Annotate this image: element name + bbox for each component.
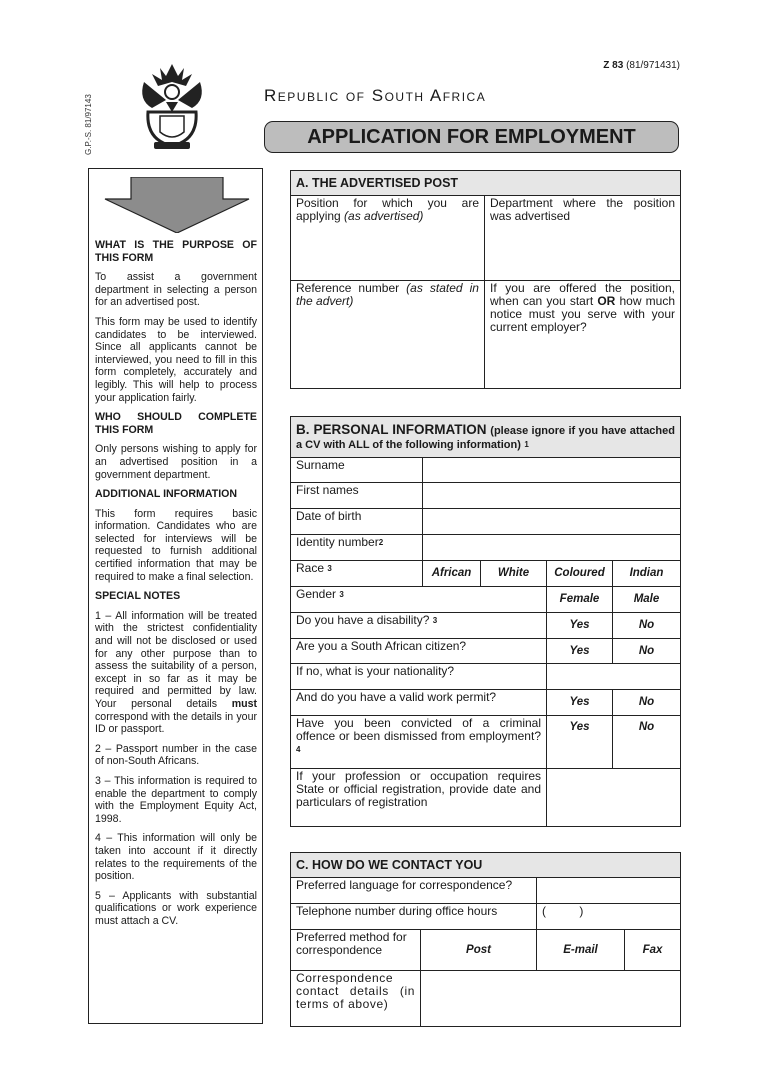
gps-code: G.P.-S. 81/97143	[84, 94, 93, 155]
section-b-personal-information	[290, 416, 681, 827]
gender-label: Gender $^3$	[291, 587, 547, 613]
contact-details-label: Correspondence contact details (in terms of above)	[291, 971, 421, 1027]
republic-heading: Republic of South Africa	[264, 86, 487, 105]
section-b-heading: B. PERSONAL INFORMATION (please ignore if you have attached a CV with ALL of the following information) $^1$	[291, 417, 681, 458]
additional-text: This form requires basic information. Candidates who are selected for interviews will be requested to furnish additional certified information that may be required to make a final selection.	[95, 507, 257, 583]
telephone-input[interactable]: ( )	[537, 904, 681, 930]
identity-label: Identity number$^2$	[291, 535, 423, 561]
disability-yes[interactable]: Yes	[547, 613, 613, 639]
nationality-input[interactable]	[547, 664, 681, 690]
coat-of-arms-emblem	[136, 60, 208, 152]
disability-label: Do you have a disability? $^3$	[291, 613, 547, 639]
work-permit-yes[interactable]: Yes	[547, 690, 613, 716]
method-label: Preferred method for correspondence	[291, 930, 421, 971]
identity-input[interactable]	[423, 535, 681, 561]
race-option-coloured[interactable]: Coloured	[547, 561, 613, 587]
note-3: 3 – This information is required to enable the department to comply with the Employment Equity Act, 1998.	[95, 774, 257, 825]
gender-option-female[interactable]: Female	[547, 587, 613, 613]
start-date-field[interactable]: If you are offered the position, when can you start OR how much notice must you serve with your current employer?	[485, 281, 681, 389]
notes-heading: SPECIAL NOTES	[95, 590, 181, 603]
purpose-text: To assist a government department in selecting a person for an advertised post.	[95, 271, 257, 309]
who-heading: WHO SHOULD COMPLETE THIS FORM	[95, 411, 257, 436]
surname-input[interactable]	[423, 458, 681, 483]
method-post[interactable]: Post	[421, 930, 537, 971]
citizen-label: Are you a South African citizen?	[291, 639, 547, 664]
department-field[interactable]: Department where the position was advertised	[485, 196, 681, 281]
section-a-advertised-post	[290, 170, 681, 389]
race-option-african[interactable]: African	[423, 561, 481, 587]
telephone-label: Telephone number during office hours	[291, 904, 537, 930]
additional-heading: ADDITIONAL INFORMATION	[95, 488, 238, 501]
citizen-no[interactable]: No	[613, 639, 681, 664]
language-input[interactable]	[537, 878, 681, 904]
first-names-input[interactable]	[423, 483, 681, 509]
method-fax[interactable]: Fax	[642, 943, 663, 956]
purpose-heading: WHAT IS THE PURPOSE OF THIS FORM	[95, 239, 257, 264]
down-arrow-icon	[97, 177, 257, 233]
instructions-sidebar	[88, 168, 263, 1024]
section-a-heading: A. THE ADVERTISED POST	[291, 171, 681, 196]
convicted-yes[interactable]: Yes	[547, 716, 613, 769]
language-label: Preferred language for correspondence?	[291, 878, 537, 904]
note-1: 1 – All information will be treated with the strictest confidentiality and will not be disclosed or used for any other purpose than to assess the suitability of a person, except in so far as it may be required and permitted by law. Your personal details must correspond with the details in your ID or passport.	[95, 609, 257, 736]
disability-no[interactable]: No	[613, 613, 681, 639]
method-email[interactable]: E-mail	[537, 930, 625, 970]
convicted-no[interactable]: No	[613, 716, 681, 769]
race-option-white[interactable]: White	[481, 561, 547, 587]
section-c-heading: C. HOW DO WE CONTACT YOU	[291, 853, 681, 878]
work-permit-label: And do you have a valid work permit?	[291, 690, 547, 716]
section-c-contact	[290, 852, 681, 1027]
contact-details-input[interactable]	[421, 971, 681, 1027]
reference-number-field[interactable]: Reference number (as stated in the advert)	[291, 281, 485, 389]
surname-label: Surname	[291, 458, 423, 483]
note-4: 4 – This information will only be taken into account if it directly relates to the requirements of the position.	[95, 832, 257, 883]
who-text: Only persons wishing to apply for an advertised position in a government department.	[95, 443, 257, 481]
convicted-label: Have you been convicted of a criminal offence or been dismissed from employment? $^4$	[291, 716, 547, 769]
gender-option-male[interactable]: Male	[613, 587, 681, 613]
work-permit-no[interactable]: No	[613, 690, 681, 716]
method-email-fax	[537, 930, 681, 971]
dob-label: Date of birth	[291, 509, 423, 535]
first-names-label: First names	[291, 483, 423, 509]
note-5: 5 – Applicants with substantial qualifications or work experience must attach a CV.	[95, 889, 257, 927]
race-label: Race $^3$	[291, 561, 423, 587]
nationality-label: If no, what is your nationality?	[291, 664, 547, 690]
form-code: Z 83 (81/971431)	[603, 60, 680, 71]
race-option-indian[interactable]: Indian	[613, 561, 681, 587]
form-title: APPLICATION FOR EMPLOYMENT	[264, 121, 679, 153]
dob-input[interactable]	[423, 509, 681, 535]
registration-input[interactable]	[547, 769, 681, 827]
profession-label: If your profession or occupation requires State or official registration, provide date and particulars of registration	[291, 769, 547, 827]
position-field[interactable]: Position for which you are applying (as advertised)	[291, 196, 485, 281]
note-2: 2 – Passport number in the case of non-South Africans.	[95, 742, 257, 768]
citizen-yes[interactable]: Yes	[547, 639, 613, 664]
purpose-text-2: This form may be used to identify candidates to be interviewed. Since all applicants cannot be interviewed, you need to fill in this form completely, accurately and legibly. This will help to process your application fairly.	[95, 315, 257, 404]
